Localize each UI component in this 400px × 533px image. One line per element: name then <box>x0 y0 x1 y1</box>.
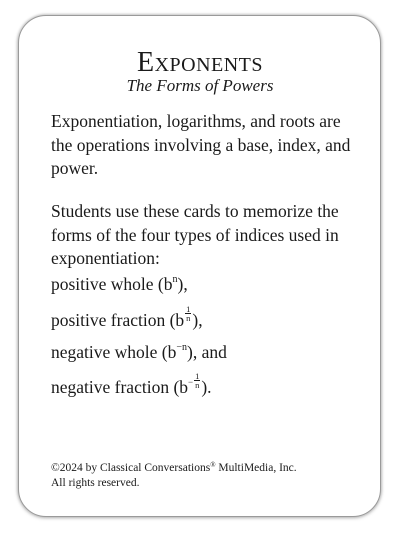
fraction-exponent <box>185 305 191 322</box>
form-suffix: ), <box>192 310 203 330</box>
fraction-denominator: n <box>186 313 191 323</box>
fraction-numerator: 1 <box>195 371 200 381</box>
form-exponent: n <box>172 274 178 285</box>
form-base: b <box>163 274 173 294</box>
form-base: b <box>179 377 189 397</box>
form-prefix: negative fraction ( <box>51 377 180 397</box>
company-text: MultiMedia, Inc. <box>215 462 297 474</box>
form-suffix: ), <box>177 274 188 294</box>
fraction-denominator: n <box>195 380 200 390</box>
copyright-text: ©2024 by Classical Conversations <box>51 462 211 474</box>
form-positive-fraction <box>51 305 203 332</box>
body-paragraph: Students use these cards to memorize the forms of the four types of indices used in exponentiation: <box>51 201 339 268</box>
rights-line: All rights reserved. <box>51 476 140 489</box>
copyright-line <box>51 458 351 476</box>
form-negative-whole <box>51 340 227 364</box>
form-base: b <box>167 342 177 362</box>
card-subtitle: The Forms of Powers <box>126 76 274 95</box>
fraction-numerator: 1 <box>186 304 191 314</box>
intro-paragraph: Exponentiation, logarithms, and roots are the operations involving a base, index, and power. <box>51 111 351 178</box>
form-base: b <box>175 310 185 330</box>
fraction-exponent <box>194 372 200 389</box>
form-prefix: positive fraction ( <box>51 310 176 330</box>
form-suffix: ), and <box>187 342 227 362</box>
card-title: Exponents <box>136 47 264 78</box>
form-positive-whole <box>51 272 188 296</box>
form-prefix: negative whole ( <box>51 342 168 362</box>
form-negative-fraction: negative fraction (b− $\frac{1}{n}$ ). <box>51 371 212 397</box>
registered-mark: ® <box>210 461 216 469</box>
copyright-footer <box>51 458 351 490</box>
form-exponent: −n <box>176 342 188 353</box>
form-suffix: ). <box>201 377 212 397</box>
form-prefix: positive whole ( <box>51 274 164 294</box>
